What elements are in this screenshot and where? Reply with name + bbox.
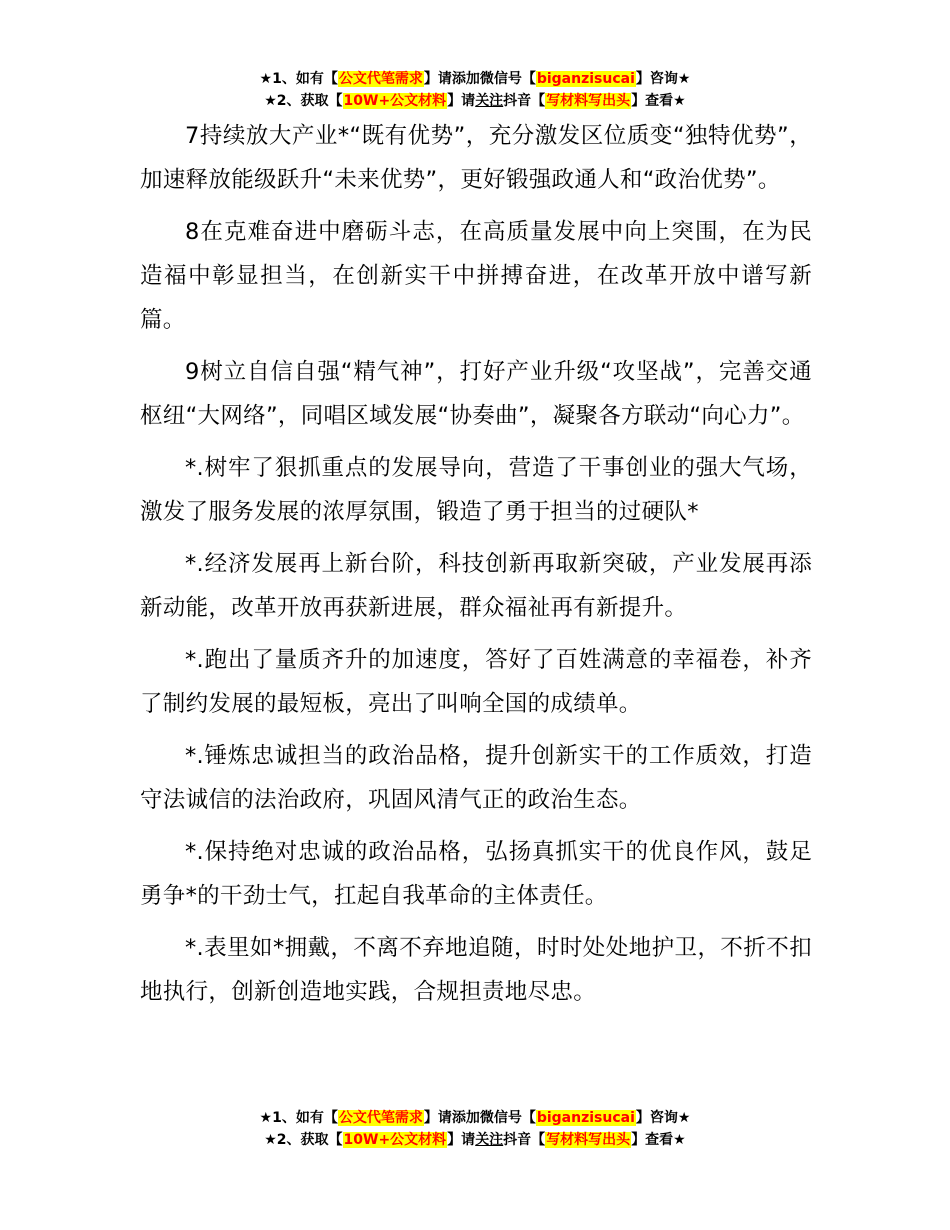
banner-line-2: [0, 90, 950, 112]
banner-text: 】咨询★: [635, 71, 691, 87]
banner-highlight-douyin: 写材料写出头: [546, 1132, 631, 1148]
banner-line-2: [0, 1129, 950, 1151]
header-banner: [0, 68, 950, 112]
banner-highlight-materials: 10W+公文材料: [343, 93, 447, 109]
paragraph: 8在克难奋进中磨砺斗志，在高质量发展中向上突围，在为民造福中彰显担当，在创新实干中拼搏奋进，在改革开放中谱写新篇。: [140, 219, 812, 333]
paragraph: *.表里如*拥戴，不离不弃地追随，时时处处地护卫，不折不扣地执行，创新创造地实践，合规担责地尽忠。: [140, 935, 812, 1005]
banner-text: ★2、获取【: [264, 93, 343, 109]
banner-text: 抖音【: [503, 1132, 546, 1148]
banner-text: 抖音【: [503, 93, 546, 109]
banner-emphasis: 添加: [451, 71, 480, 87]
footer-banner: [0, 1107, 950, 1151]
paragraph: *.树牢了狠抓重点的发展导向，营造了干事创业的强大气场，激发了服务发展的浓厚氛围，锻造了勇于担当的过硬队*: [140, 455, 812, 525]
paragraph: *.经济发展再上新台阶，科技创新再取新突破，产业发展再添新动能，改革开放再获新进展，群众福祉再有新提升。: [140, 551, 812, 621]
banner-text: 微信号【: [479, 1110, 536, 1126]
banner-text: ★2、获取【: [264, 1132, 343, 1148]
banner-highlight-douyin: 写材料写出头: [546, 93, 631, 109]
banner-text: 】咨询★: [635, 1110, 691, 1126]
banner-text: 】查看★: [631, 93, 686, 109]
banner-emphasis: 关注: [475, 93, 504, 109]
paragraph: *.保持绝对忠诚的政治品格，弘扬真抓实干的优良作风，鼓足勇争*的干劲士气，扛起自我革命的主体责任。: [140, 839, 812, 909]
banner-text: 】请: [423, 71, 452, 87]
banner-highlight-wechat: biganzisucai: [536, 71, 635, 87]
banner-highlight-wechat: biganzisucai: [536, 1110, 635, 1126]
document-body: [140, 114, 812, 1022]
paragraph: 9树立自信自强“精气神”，打好产业升级“攻坚战”，完善交通枢纽“大网络”，同唱区域发展“协奏曲”，凝聚各方联动“向心力”。: [140, 359, 812, 429]
banner-text: 】请: [447, 93, 476, 109]
paragraph: 7持续放大产业*“既有优势”，充分激发区位质变“独特优势”，加速释放能级跃升“未来优势”，更好锻强政通人和“政治优势”。: [140, 123, 812, 193]
banner-text: 】请: [447, 1132, 476, 1148]
banner-highlight-materials: 10W+公文材料: [343, 1132, 447, 1148]
banner-highlight-service: 公文代笔需求: [338, 1110, 423, 1126]
paragraph: *.跑出了量质齐升的加速度，答好了百姓满意的幸福卷，补齐了制约发展的最短板，亮出了叫响全国的成绩单。: [140, 647, 812, 717]
banner-text: 微信号【: [479, 71, 536, 87]
banner-text: 】查看★: [631, 1132, 686, 1148]
banner-text: ★1、如有【: [259, 1110, 338, 1126]
banner-text: 】请: [423, 1110, 452, 1126]
banner-highlight-service: 公文代笔需求: [338, 71, 423, 87]
banner-line-1: [0, 1107, 950, 1129]
paragraph: *.锤炼忠诚担当的政治品格，提升创新实干的工作质效，打造守法诚信的法治政府，巩固风清气正的政治生态。: [140, 743, 812, 813]
banner-text: ★1、如有【: [259, 71, 338, 87]
banner-line-1: [0, 68, 950, 90]
banner-emphasis: 关注: [475, 1132, 504, 1148]
banner-emphasis: 添加: [451, 1110, 480, 1126]
